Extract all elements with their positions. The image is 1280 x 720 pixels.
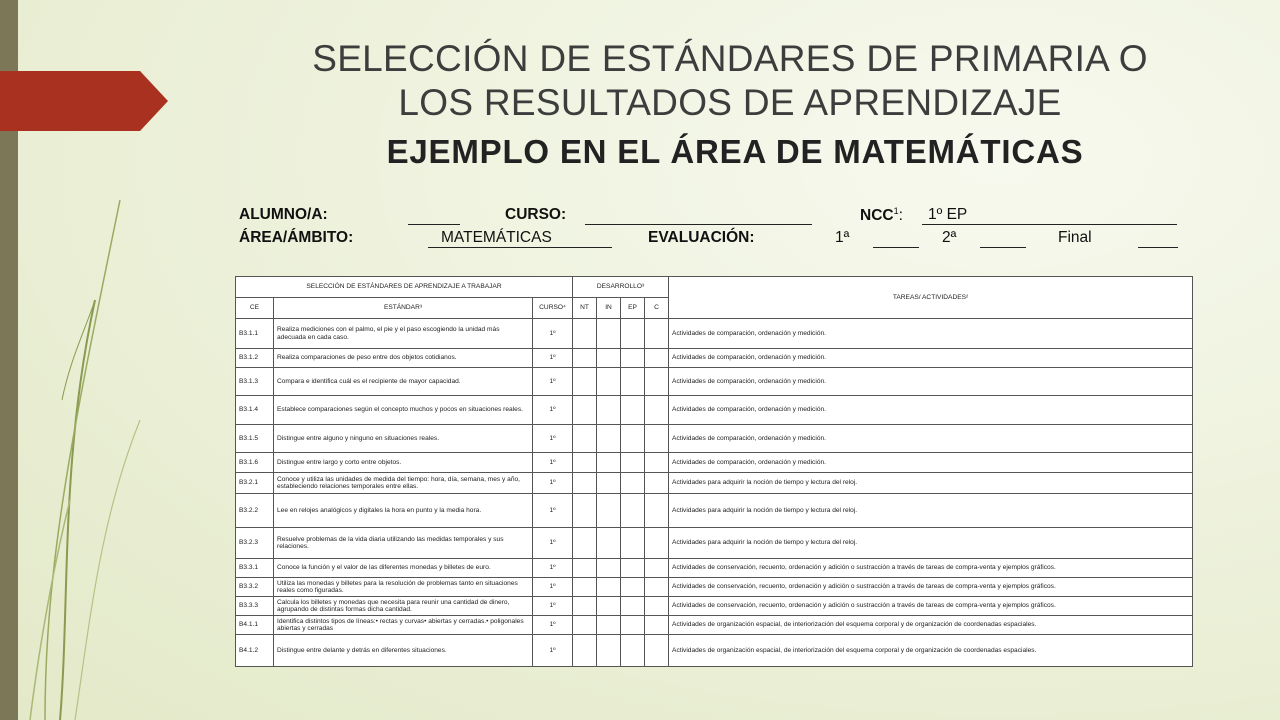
row-task: Actividades para adquirir la noción de tiempo y lectura del reloj. bbox=[669, 494, 1193, 528]
row-c bbox=[645, 349, 669, 368]
row-ep bbox=[621, 578, 645, 597]
curso-line bbox=[585, 224, 812, 225]
row-ce: B3.1.2 bbox=[236, 349, 274, 368]
row-ce: B3.1.6 bbox=[236, 453, 274, 473]
curso-label: CURSO: bbox=[505, 206, 567, 223]
row-task: Actividades de comparación, ordenación y medición. bbox=[669, 396, 1193, 425]
row-c bbox=[645, 319, 669, 349]
alumno-line bbox=[408, 224, 460, 225]
row-in bbox=[597, 425, 621, 453]
row-standard: Identifica distintos tipos de líneas:• rectas y curvas• abiertas y cerradas.• poligonales abiertas y cerradas bbox=[274, 616, 533, 635]
row-standard: Realiza comparaciones de peso entre dos objetos cotidianos. bbox=[274, 349, 533, 368]
row-ep bbox=[621, 494, 645, 528]
row-task: Actividades de comparación, ordenación y medición. bbox=[669, 319, 1193, 349]
header-tareas: TAREAS/ ACTIVIDADES² bbox=[669, 277, 1193, 319]
row-ep bbox=[621, 616, 645, 635]
row-task: Actividades de comparación, ordenación y medición. bbox=[669, 368, 1193, 396]
table-body bbox=[236, 319, 1193, 667]
row-ce: B3.2.2 bbox=[236, 494, 274, 528]
row-ep bbox=[621, 319, 645, 349]
row-nt bbox=[573, 578, 597, 597]
row-standard: Resuelve problemas de la vida diaria utilizando las medidas temporales y sus relaciones. bbox=[274, 528, 533, 559]
table-row bbox=[236, 597, 1193, 616]
slide-subtitle: EJEMPLO EN EL ÁREA DE MATEMÁTICAS bbox=[386, 133, 1084, 170]
row-ep bbox=[621, 453, 645, 473]
row-in bbox=[597, 616, 621, 635]
row-c bbox=[645, 368, 669, 396]
row-nt bbox=[573, 368, 597, 396]
row-nt bbox=[573, 635, 597, 667]
header-selection: SELECCIÓN DE ESTÁNDARES DE APRENDIZAJE A TRABAJAR bbox=[236, 277, 573, 298]
row-ce: B3.3.2 bbox=[236, 578, 274, 597]
row-curso: 1º bbox=[533, 349, 573, 368]
row-ce: B3.1.1 bbox=[236, 319, 274, 349]
row-standard: Conoce y utiliza las unidades de medida del tiempo: hora, día, semana, mes y año, estableciendo relaciones temporales entre ellas. bbox=[274, 473, 533, 494]
eval-second-line bbox=[980, 247, 1026, 248]
row-task: Actividades de organización espacial, de interiorización del esquema corporal y de organización de coordenadas espaciales. bbox=[669, 635, 1193, 667]
table-row bbox=[236, 396, 1193, 425]
table-row bbox=[236, 616, 1193, 635]
row-curso: 1º bbox=[533, 319, 573, 349]
area-value: MATEMÁTICAS bbox=[441, 229, 552, 246]
row-c bbox=[645, 597, 669, 616]
row-standard: Establece comparaciones según el concepto muchos y pocos en situaciones reales. bbox=[274, 396, 533, 425]
row-standard: Distingue entre largo y corto entre objetos. bbox=[274, 453, 533, 473]
row-c bbox=[645, 635, 669, 667]
row-curso: 1º bbox=[533, 473, 573, 494]
col-in: IN bbox=[597, 298, 621, 319]
row-nt bbox=[573, 396, 597, 425]
eval-first: 1ª bbox=[835, 229, 850, 246]
ncc-value: 1º EP bbox=[928, 206, 968, 223]
row-standard: Lee en relojes analógicos y digitales la hora en punto y la media hora. bbox=[274, 494, 533, 528]
table-row bbox=[236, 453, 1193, 473]
col-nt: NT bbox=[573, 298, 597, 319]
row-in bbox=[597, 349, 621, 368]
row-ep bbox=[621, 473, 645, 494]
row-in bbox=[597, 396, 621, 425]
row-curso: 1º bbox=[533, 597, 573, 616]
row-curso: 1º bbox=[533, 425, 573, 453]
row-c bbox=[645, 616, 669, 635]
row-ep bbox=[621, 528, 645, 559]
row-task: Actividades para adquirir la noción de tiempo y lectura del reloj. bbox=[669, 528, 1193, 559]
row-standard: Distingue entre delante y detrás en diferentes situaciones. bbox=[274, 635, 533, 667]
col-ce: CE bbox=[236, 298, 274, 319]
table-row bbox=[236, 473, 1193, 494]
row-nt bbox=[573, 473, 597, 494]
row-ce: B3.1.4 bbox=[236, 396, 274, 425]
row-ep bbox=[621, 597, 645, 616]
table-row bbox=[236, 528, 1193, 559]
area-label: ÁREA/ÁMBITO: bbox=[239, 229, 354, 246]
row-task: Actividades de comparación, ordenación y medición. bbox=[669, 425, 1193, 453]
ncc-superscript: 1 bbox=[893, 206, 899, 216]
row-curso: 1º bbox=[533, 396, 573, 425]
row-standard: Compara e identifica cuál es el recipiente de mayor capacidad. bbox=[274, 368, 533, 396]
row-in bbox=[597, 319, 621, 349]
eval-final-line bbox=[1138, 247, 1178, 248]
slide-title-line2: LOS RESULTADOS DE APRENDIZAJE bbox=[398, 82, 1062, 123]
row-ce: B4.1.2 bbox=[236, 635, 274, 667]
row-curso: 1º bbox=[533, 368, 573, 396]
row-c bbox=[645, 528, 669, 559]
eval-first-line bbox=[873, 247, 919, 248]
row-ep bbox=[621, 559, 645, 578]
table-row bbox=[236, 368, 1193, 396]
row-in bbox=[597, 453, 621, 473]
row-ce: B3.2.3 bbox=[236, 528, 274, 559]
ncc-label-text: NCC bbox=[860, 207, 894, 225]
row-curso: 1º bbox=[533, 616, 573, 635]
table-row bbox=[236, 319, 1193, 349]
eval-second: 2ª bbox=[942, 229, 957, 246]
table-row bbox=[236, 349, 1193, 368]
alumno-label: ALUMNO/A: bbox=[239, 206, 328, 223]
row-task: Actividades para adquirir la noción de tiempo y lectura del reloj. bbox=[669, 473, 1193, 494]
row-ce: B3.3.3 bbox=[236, 597, 274, 616]
row-task: Actividades de conservación, recuento, ordenación y adición o sustracción a través de tareas de compra-venta y ejemplos gráficos. bbox=[669, 578, 1193, 597]
row-ce: B3.3.1 bbox=[236, 559, 274, 578]
row-nt bbox=[573, 349, 597, 368]
row-in bbox=[597, 635, 621, 667]
col-estandar: ESTÁNDAR³ bbox=[274, 298, 533, 319]
row-standard: Conoce la función y el valor de las diferentes monedas y billetes de euro. bbox=[274, 559, 533, 578]
row-task: Actividades de comparación, ordenación y medición. bbox=[669, 453, 1193, 473]
row-nt bbox=[573, 616, 597, 635]
row-standard: Calcula los billetes y monedas que necesita para reunir una cantidad de dinero, agrupando de distintas formas dicha cantidad. bbox=[274, 597, 533, 616]
row-nt bbox=[573, 559, 597, 578]
row-c bbox=[645, 578, 669, 597]
slide-title-line1: SELECCIÓN DE ESTÁNDARES DE PRIMARIA O bbox=[312, 38, 1148, 79]
row-ce: B4.1.1 bbox=[236, 616, 274, 635]
header-desarrollo: DESARROLLO³ bbox=[573, 277, 669, 298]
row-c bbox=[645, 453, 669, 473]
row-nt bbox=[573, 597, 597, 616]
row-ce: B3.1.3 bbox=[236, 368, 274, 396]
row-in bbox=[597, 368, 621, 396]
row-nt bbox=[573, 453, 597, 473]
table-row bbox=[236, 578, 1193, 597]
row-nt bbox=[573, 319, 597, 349]
table-row bbox=[236, 494, 1193, 528]
row-task: Actividades de organización espacial, de interiorización del esquema corporal y de organización de coordenadas espaciales. bbox=[669, 616, 1193, 635]
row-standard: Utiliza las monedas y billetes para la resolución de problemas tanto en situaciones reales como figuradas. bbox=[274, 578, 533, 597]
row-ep bbox=[621, 396, 645, 425]
row-c bbox=[645, 559, 669, 578]
row-in bbox=[597, 597, 621, 616]
col-curso: CURSO⁴ bbox=[533, 298, 573, 319]
row-in bbox=[597, 578, 621, 597]
table-row bbox=[236, 559, 1193, 578]
evaluacion-label: EVALUACIÓN: bbox=[648, 229, 755, 246]
row-curso: 1º bbox=[533, 559, 573, 578]
row-ep bbox=[621, 635, 645, 667]
row-ep bbox=[621, 425, 645, 453]
row-ep bbox=[621, 349, 645, 368]
arrow-tab-decoration bbox=[0, 71, 168, 131]
ncc-line bbox=[922, 224, 1177, 225]
area-line bbox=[428, 247, 612, 248]
row-ep bbox=[621, 368, 645, 396]
row-c bbox=[645, 425, 669, 453]
table-row bbox=[236, 635, 1193, 667]
row-in bbox=[597, 473, 621, 494]
row-task: Actividades de conservación, recuento, ordenación y adición o sustracción a través de tareas de compra-venta y ejemplos gráficos. bbox=[669, 559, 1193, 578]
row-in bbox=[597, 528, 621, 559]
row-c bbox=[645, 396, 669, 425]
ncc-colon: : bbox=[898, 207, 903, 225]
row-nt bbox=[573, 425, 597, 453]
ncc-label bbox=[860, 206, 903, 225]
row-curso: 1º bbox=[533, 494, 573, 528]
row-ce: B3.1.5 bbox=[236, 425, 274, 453]
row-task: Actividades de comparación, ordenación y medición. bbox=[669, 349, 1193, 368]
row-curso: 1º bbox=[533, 578, 573, 597]
row-standard: Distingue entre alguno y ninguno en situaciones reales. bbox=[274, 425, 533, 453]
row-nt bbox=[573, 494, 597, 528]
row-curso: 1º bbox=[533, 528, 573, 559]
row-c bbox=[645, 473, 669, 494]
row-nt bbox=[573, 528, 597, 559]
table-row bbox=[236, 425, 1193, 453]
row-c bbox=[645, 494, 669, 528]
row-task: Actividades de conservación, recuento, ordenación y adición o sustracción a través de tareas de compra-venta y ejemplos gráficos. bbox=[669, 597, 1193, 616]
row-ce: B3.2.1 bbox=[236, 473, 274, 494]
row-standard: Realiza mediciones con el palmo, el pie y el paso escogiendo la unidad más adecuada en cada caso. bbox=[274, 319, 533, 349]
standards-table bbox=[235, 276, 1193, 667]
row-in bbox=[597, 559, 621, 578]
row-curso: 1º bbox=[533, 453, 573, 473]
eval-final: Final bbox=[1058, 229, 1092, 246]
row-in bbox=[597, 494, 621, 528]
col-ep: EP bbox=[621, 298, 645, 319]
row-curso: 1º bbox=[533, 635, 573, 667]
col-c: C bbox=[645, 298, 669, 319]
